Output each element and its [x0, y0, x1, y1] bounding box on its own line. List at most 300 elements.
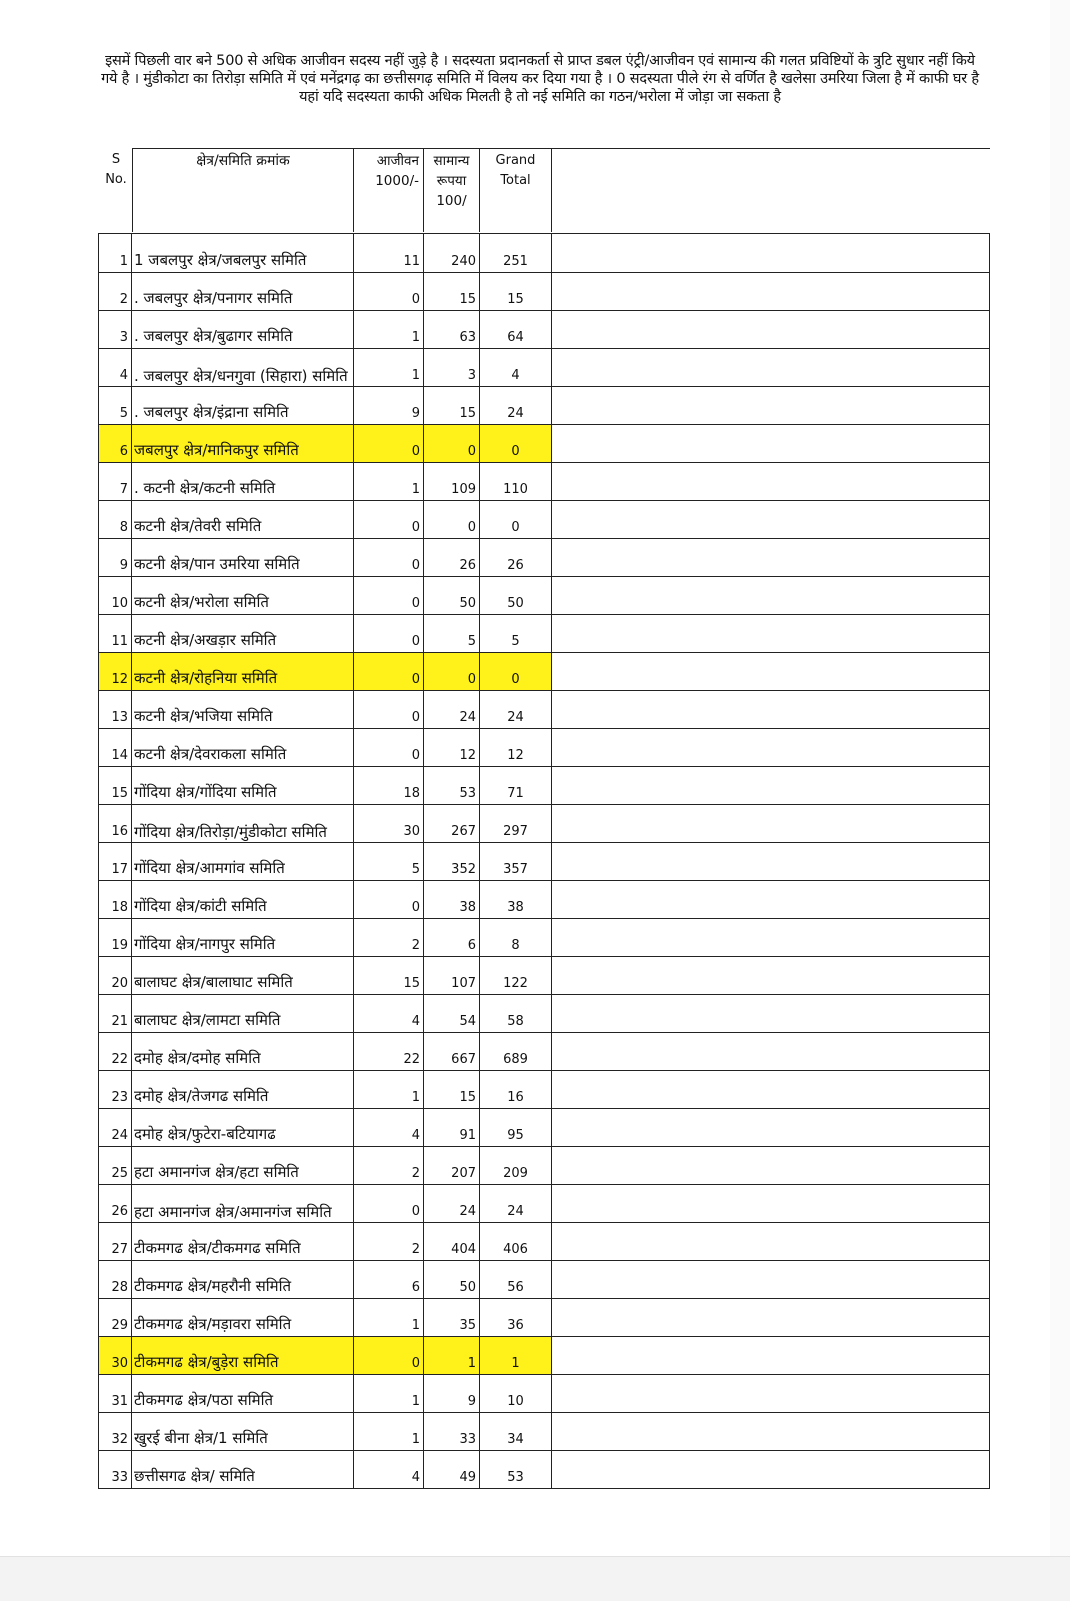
row-number-cell	[98, 691, 132, 728]
row-samanya: 53	[459, 786, 476, 801]
row-grand-total: 16	[507, 1090, 524, 1105]
row-grand-total-cell	[480, 387, 552, 424]
row-aajivan-cell	[354, 1299, 424, 1336]
table-row	[98, 995, 990, 1033]
header-aajivan-cell	[354, 149, 424, 232]
row-number-cell	[98, 1299, 132, 1336]
row-grand-total-cell	[480, 957, 552, 994]
page-margin	[1050, 0, 1070, 1556]
row-name-cell	[132, 463, 354, 500]
row-empty-cell	[552, 957, 990, 994]
row-name-cell	[132, 691, 354, 728]
row-name-cell	[132, 1147, 354, 1184]
row-name-cell	[132, 1185, 354, 1222]
row-name-cell	[132, 273, 354, 310]
row-name: कटनी क्षेत्र/देवराकला समिति	[134, 745, 287, 763]
row-samanya: 12	[459, 748, 476, 763]
row-grand-total-cell	[480, 1223, 552, 1260]
row-empty-cell	[552, 1261, 990, 1298]
row-number: 1	[119, 254, 128, 269]
row-empty-cell	[552, 843, 990, 880]
row-number: 7	[119, 482, 128, 497]
row-number-cell	[98, 1033, 132, 1070]
row-aajivan: 1	[411, 482, 420, 497]
row-aajivan: 0	[411, 1356, 420, 1371]
row-number-cell	[98, 234, 132, 272]
row-grand-total: 53	[507, 1470, 524, 1485]
row-name: . कटनी क्षेत्र/कटनी समिति	[134, 479, 276, 497]
row-aajivan-cell	[354, 1375, 424, 1412]
row-grand-total: 297	[503, 824, 528, 839]
header-samanya: सामान्य रूपया 100/	[433, 153, 470, 209]
header-samanya-cell	[424, 149, 480, 232]
row-aajivan-cell	[354, 1033, 424, 1070]
table-row	[98, 691, 990, 729]
row-aajivan-cell	[354, 1071, 424, 1108]
row-grand-total-cell	[480, 729, 552, 766]
row-number: 25	[111, 1166, 128, 1181]
row-empty-cell	[552, 691, 990, 728]
row-grand-total-cell	[480, 1109, 552, 1146]
row-name-cell	[132, 501, 354, 538]
document-note: इसमें पिछली वार बने 500 से अधिक आजीवन सदस्य नहीं जुड़े है । सदस्यता प्रदानकर्ता से प्राप्त डबल एंट्री/आजीवन एवं सामान्य की गलत प्रविष्टियों के त्रुटि सुधार नहीं किये गये है । मुंडीकोटा का तिरोड़ा समिति में एवं मनेंद्रगढ़ का छत्तीसगढ़ समिति में विलय कर दिया गया है । 0 सदस्यता पीले रंग से वर्णित है खलेसा उमरिया जिला है में काफी घर है यहां यदि सदस्यता काफी अधिक मिलती है तो नई समिति का गठन/भरोला में जोड़ा जा सकता है	[101, 53, 979, 105]
row-grand-total-cell	[480, 1071, 552, 1108]
row-number-cell	[98, 805, 132, 842]
row-samanya: 109	[451, 482, 476, 497]
row-grand-total-cell	[480, 1451, 552, 1488]
row-grand-total: 24	[507, 406, 524, 421]
row-aajivan-cell	[354, 995, 424, 1032]
row-samanya: 63	[459, 330, 476, 345]
row-grand-total: 0	[511, 672, 520, 687]
row-name: टीकमगढ क्षेत्र/टीकमगढ समिति	[134, 1239, 301, 1257]
row-grand-total: 357	[503, 862, 528, 877]
row-empty-cell	[552, 1451, 990, 1488]
row-number: 8	[119, 520, 128, 535]
table-row	[98, 233, 990, 273]
row-number: 14	[111, 748, 128, 763]
row-empty-cell	[552, 234, 990, 272]
row-grand-total-cell	[480, 311, 552, 348]
row-samanya: 91	[459, 1128, 476, 1143]
row-name: हटा अमानगंज क्षेत्र/अमानगंज समिति	[134, 1203, 332, 1221]
row-samanya: 5	[467, 634, 476, 649]
table-row	[98, 387, 990, 425]
row-name-cell	[132, 311, 354, 348]
row-number-cell	[98, 1109, 132, 1146]
row-name: जबलपुर क्षेत्र/मानिकपुर समिति	[134, 441, 299, 459]
row-empty-cell	[552, 1033, 990, 1070]
row-aajivan: 22	[403, 1052, 420, 1067]
row-number-cell	[98, 1261, 132, 1298]
row-grand-total-cell	[480, 653, 552, 690]
row-grand-total-cell	[480, 349, 552, 386]
row-aajivan: 1	[411, 1432, 420, 1447]
row-empty-cell	[552, 311, 990, 348]
row-grand-total-cell	[480, 501, 552, 538]
row-name-cell	[132, 805, 354, 842]
row-grand-total-cell	[480, 1375, 552, 1412]
row-number: 16	[111, 824, 128, 839]
table-row	[98, 463, 990, 501]
row-grand-total-cell	[480, 273, 552, 310]
row-number-cell	[98, 1451, 132, 1488]
row-empty-cell	[552, 1185, 990, 1222]
row-aajivan-cell	[354, 1337, 424, 1374]
row-samanya-cell	[424, 957, 480, 994]
row-number-cell	[98, 463, 132, 500]
row-number-cell	[98, 957, 132, 994]
row-samanya: 26	[459, 558, 476, 573]
row-name: कटनी क्षेत्र/भजिया समिति	[134, 707, 273, 725]
row-grand-total-cell	[480, 1033, 552, 1070]
row-number: 11	[111, 634, 128, 649]
row-name: 1 जबलपुर क्षेत्र/जबलपुर समिति	[134, 251, 307, 269]
row-aajivan-cell	[354, 501, 424, 538]
row-name-cell	[132, 919, 354, 956]
data-table	[98, 233, 990, 1489]
row-aajivan: 2	[411, 938, 420, 953]
row-samanya-cell	[424, 1261, 480, 1298]
row-empty-cell	[552, 919, 990, 956]
row-number: 17	[111, 862, 128, 877]
row-aajivan-cell	[354, 729, 424, 766]
row-number-cell	[98, 843, 132, 880]
row-name: बालाघट क्षेत्र/बालाघाट समिति	[134, 973, 293, 991]
row-aajivan: 1	[411, 330, 420, 345]
table-row	[98, 577, 990, 615]
row-aajivan: 0	[411, 710, 420, 725]
row-name-cell	[132, 1299, 354, 1336]
row-empty-cell	[552, 1147, 990, 1184]
table-row	[98, 1375, 990, 1413]
row-name-cell	[132, 1261, 354, 1298]
row-grand-total-cell	[480, 425, 552, 462]
table-row	[98, 1185, 990, 1223]
row-aajivan: 0	[411, 1204, 420, 1219]
row-samanya-cell	[424, 349, 480, 386]
row-empty-cell	[552, 1109, 990, 1146]
row-number-cell	[98, 729, 132, 766]
row-number-cell	[98, 1413, 132, 1450]
row-empty-cell	[552, 577, 990, 614]
row-aajivan: 0	[411, 900, 420, 915]
row-name: कटनी क्षेत्र/तेवरी समिति	[134, 517, 262, 535]
row-samanya: 9	[467, 1394, 476, 1409]
row-aajivan: 0	[411, 444, 420, 459]
row-samanya-cell	[424, 463, 480, 500]
row-number-cell	[98, 1337, 132, 1374]
row-empty-cell	[552, 1223, 990, 1260]
row-aajivan-cell	[354, 1451, 424, 1488]
row-name-cell	[132, 1033, 354, 1070]
row-empty-cell	[552, 425, 990, 462]
header-name-cell	[132, 149, 354, 232]
row-number: 20	[111, 976, 128, 991]
row-samanya: 35	[459, 1318, 476, 1333]
row-number: 27	[111, 1242, 128, 1257]
row-aajivan-cell	[354, 425, 424, 462]
row-aajivan-cell	[354, 539, 424, 576]
row-samanya: 54	[459, 1014, 476, 1029]
row-aajivan: 2	[411, 1242, 420, 1257]
row-name-cell	[132, 881, 354, 918]
row-number-cell	[98, 1375, 132, 1412]
row-aajivan: 0	[411, 520, 420, 535]
row-name: टीकमगढ क्षेत्र/महरौनी समिति	[134, 1277, 292, 1295]
row-samanya-cell	[424, 919, 480, 956]
row-name-cell	[132, 1451, 354, 1488]
row-number-cell	[98, 273, 132, 310]
table-row	[98, 1337, 990, 1375]
row-aajivan-cell	[354, 1223, 424, 1260]
row-grand-total-cell	[480, 805, 552, 842]
row-aajivan-cell	[354, 805, 424, 842]
row-name: कटनी क्षेत्र/भरोला समिति	[134, 593, 269, 611]
row-aajivan: 6	[411, 1280, 420, 1295]
row-name: कटनी क्षेत्र/अखड़ार समिति	[134, 631, 277, 649]
row-grand-total: 36	[507, 1318, 524, 1333]
row-number: 9	[119, 558, 128, 573]
row-samanya-cell	[424, 425, 480, 462]
row-samanya: 3	[467, 368, 476, 383]
row-name: . जबलपुर क्षेत्र/बुढागर समिति	[134, 327, 293, 345]
row-grand-total: 58	[507, 1014, 524, 1029]
table-row	[98, 349, 990, 387]
row-grand-total: 71	[507, 786, 524, 801]
row-number: 5	[119, 406, 128, 421]
row-empty-cell	[552, 805, 990, 842]
row-number: 32	[111, 1432, 128, 1447]
row-aajivan: 18	[403, 786, 420, 801]
row-samanya-cell	[424, 995, 480, 1032]
row-grand-total: 8	[511, 938, 520, 953]
row-samanya-cell	[424, 729, 480, 766]
row-number: 33	[111, 1470, 128, 1485]
row-samanya-cell	[424, 311, 480, 348]
row-grand-total: 110	[503, 482, 528, 497]
row-samanya: 0	[467, 672, 476, 687]
row-samanya-cell	[424, 1071, 480, 1108]
row-empty-cell	[552, 653, 990, 690]
row-name-cell	[132, 1071, 354, 1108]
row-grand-total: 689	[503, 1052, 528, 1067]
row-name: . जबलपुर क्षेत्र/इंद्राना समिति	[134, 403, 289, 421]
row-aajivan: 1	[411, 1090, 420, 1105]
table-row	[98, 273, 990, 311]
row-aajivan-cell	[354, 311, 424, 348]
row-aajivan-cell	[354, 387, 424, 424]
row-number-cell	[98, 311, 132, 348]
row-aajivan-cell	[354, 234, 424, 272]
row-number: 12	[111, 672, 128, 687]
table-row	[98, 919, 990, 957]
row-number-cell	[98, 425, 132, 462]
table-row	[98, 1071, 990, 1109]
row-name-cell	[132, 349, 354, 386]
row-grand-total: 56	[507, 1280, 524, 1295]
row-number: 28	[111, 1280, 128, 1295]
row-aajivan-cell	[354, 881, 424, 918]
row-number-cell	[98, 501, 132, 538]
row-grand-total-cell	[480, 234, 552, 272]
row-aajivan-cell	[354, 1413, 424, 1450]
row-grand-total: 95	[507, 1128, 524, 1143]
row-samanya-cell	[424, 539, 480, 576]
row-samanya: 24	[459, 710, 476, 725]
row-number-cell	[98, 349, 132, 386]
row-samanya-cell	[424, 1375, 480, 1412]
row-name-cell	[132, 729, 354, 766]
row-samanya: 24	[459, 1204, 476, 1219]
row-samanya: 0	[467, 444, 476, 459]
table-row	[98, 1451, 990, 1489]
row-aajivan-cell	[354, 843, 424, 880]
row-name-cell	[132, 995, 354, 1032]
header-sno: S No.	[105, 152, 127, 187]
row-grand-total: 251	[503, 254, 528, 269]
row-samanya: 207	[451, 1166, 476, 1181]
row-samanya: 15	[459, 292, 476, 307]
row-samanya-cell	[424, 1223, 480, 1260]
row-aajivan: 4	[411, 1470, 420, 1485]
row-name: छत्तीसगढ क्षेत्र/ समिति	[134, 1467, 255, 1485]
table-row	[98, 425, 990, 463]
row-name-cell	[132, 539, 354, 576]
row-samanya: 15	[459, 406, 476, 421]
table-row	[98, 767, 990, 805]
row-aajivan-cell	[354, 1261, 424, 1298]
row-grand-total-cell	[480, 539, 552, 576]
row-samanya: 107	[451, 976, 476, 991]
row-aajivan: 4	[411, 1014, 420, 1029]
row-samanya: 15	[459, 1090, 476, 1105]
row-aajivan-cell	[354, 1109, 424, 1146]
row-aajivan: 11	[403, 254, 420, 269]
row-empty-cell	[552, 1299, 990, 1336]
row-samanya-cell	[424, 805, 480, 842]
row-aajivan-cell	[354, 919, 424, 956]
row-grand-total-cell	[480, 463, 552, 500]
row-grand-total: 0	[511, 520, 520, 535]
table-row	[98, 501, 990, 539]
row-samanya: 6	[467, 938, 476, 953]
row-grand-total-cell	[480, 881, 552, 918]
row-grand-total-cell	[480, 1261, 552, 1298]
row-number: 3	[119, 330, 128, 345]
row-grand-total: 10	[507, 1394, 524, 1409]
row-aajivan: 30	[403, 824, 420, 839]
row-aajivan-cell	[354, 273, 424, 310]
table-row	[98, 843, 990, 881]
row-name-cell	[132, 387, 354, 424]
row-grand-total: 122	[503, 976, 528, 991]
row-grand-total-cell	[480, 995, 552, 1032]
row-grand-total-cell	[480, 577, 552, 614]
row-empty-cell	[552, 615, 990, 652]
row-name-cell	[132, 577, 354, 614]
row-grand-total: 209	[503, 1166, 528, 1181]
row-aajivan: 4	[411, 1128, 420, 1143]
row-grand-total: 24	[507, 710, 524, 725]
row-grand-total: 24	[507, 1204, 524, 1219]
table-row	[98, 1413, 990, 1451]
row-name-cell	[132, 1413, 354, 1450]
row-number-cell	[98, 539, 132, 576]
row-grand-total: 406	[503, 1242, 528, 1257]
row-samanya-cell	[424, 1147, 480, 1184]
row-samanya: 1	[467, 1356, 476, 1371]
row-grand-total-cell	[480, 1337, 552, 1374]
row-samanya-cell	[424, 691, 480, 728]
row-samanya: 352	[451, 862, 476, 877]
row-grand-total-cell	[480, 1185, 552, 1222]
row-number: 19	[111, 938, 128, 953]
row-grand-total-cell	[480, 615, 552, 652]
row-grand-total-cell	[480, 1299, 552, 1336]
row-samanya-cell	[424, 1413, 480, 1450]
row-empty-cell	[552, 767, 990, 804]
row-number-cell	[98, 1147, 132, 1184]
row-aajivan: 0	[411, 634, 420, 649]
row-samanya-cell	[424, 234, 480, 272]
row-samanya-cell	[424, 1033, 480, 1070]
table-row	[98, 957, 990, 995]
row-empty-cell	[552, 1413, 990, 1450]
row-samanya: 0	[467, 520, 476, 535]
row-aajivan: 0	[411, 596, 420, 611]
row-aajivan: 0	[411, 558, 420, 573]
row-aajivan: 9	[411, 406, 420, 421]
row-samanya-cell	[424, 881, 480, 918]
row-number-cell	[98, 1223, 132, 1260]
row-grand-total-cell	[480, 1147, 552, 1184]
row-aajivan: 5	[411, 862, 420, 877]
row-name: . जबलपुर क्षेत्र/धनगुवा (सिहारा) समिति	[134, 367, 348, 385]
row-aajivan: 15	[403, 976, 420, 991]
row-name: गोंदिया क्षेत्र/नागपुर समिति	[134, 935, 276, 953]
row-name: गोंदिया क्षेत्र/तिरोड़ा/मुंडीकोटा समिति	[134, 823, 327, 841]
row-name: टीकमगढ क्षेत्र/बुड़ेरा समिति	[134, 1353, 279, 1371]
row-number: 13	[111, 710, 128, 725]
row-name: गोंदिया क्षेत्र/आमगांव समिति	[134, 859, 285, 877]
row-samanya: 667	[451, 1052, 476, 1067]
table-row	[98, 1109, 990, 1147]
header-grand: Grand Total	[495, 153, 536, 188]
row-number-cell	[98, 995, 132, 1032]
row-number: 30	[111, 1356, 128, 1371]
row-grand-total: 12	[507, 748, 524, 763]
row-name: दमोह क्षेत्र/तेजगढ समिति	[134, 1087, 269, 1105]
row-number-cell	[98, 615, 132, 652]
row-empty-cell	[552, 1071, 990, 1108]
table-row	[98, 311, 990, 349]
viewer-bottom-bar	[0, 1556, 1070, 1601]
row-number-cell	[98, 1185, 132, 1222]
row-name-cell	[132, 767, 354, 804]
row-number: 2	[119, 292, 128, 307]
row-name: टीकमगढ क्षेत्र/मड़ावरा समिति	[134, 1315, 292, 1333]
row-aajivan-cell	[354, 349, 424, 386]
row-aajivan-cell	[354, 1147, 424, 1184]
row-aajivan: 2	[411, 1166, 420, 1181]
row-name: गोंदिया क्षेत्र/गोंदिया समिति	[134, 783, 277, 801]
row-aajivan: 0	[411, 748, 420, 763]
row-samanya: 49	[459, 1470, 476, 1485]
row-aajivan-cell	[354, 957, 424, 994]
row-empty-cell	[552, 1375, 990, 1412]
row-number: 29	[111, 1318, 128, 1333]
